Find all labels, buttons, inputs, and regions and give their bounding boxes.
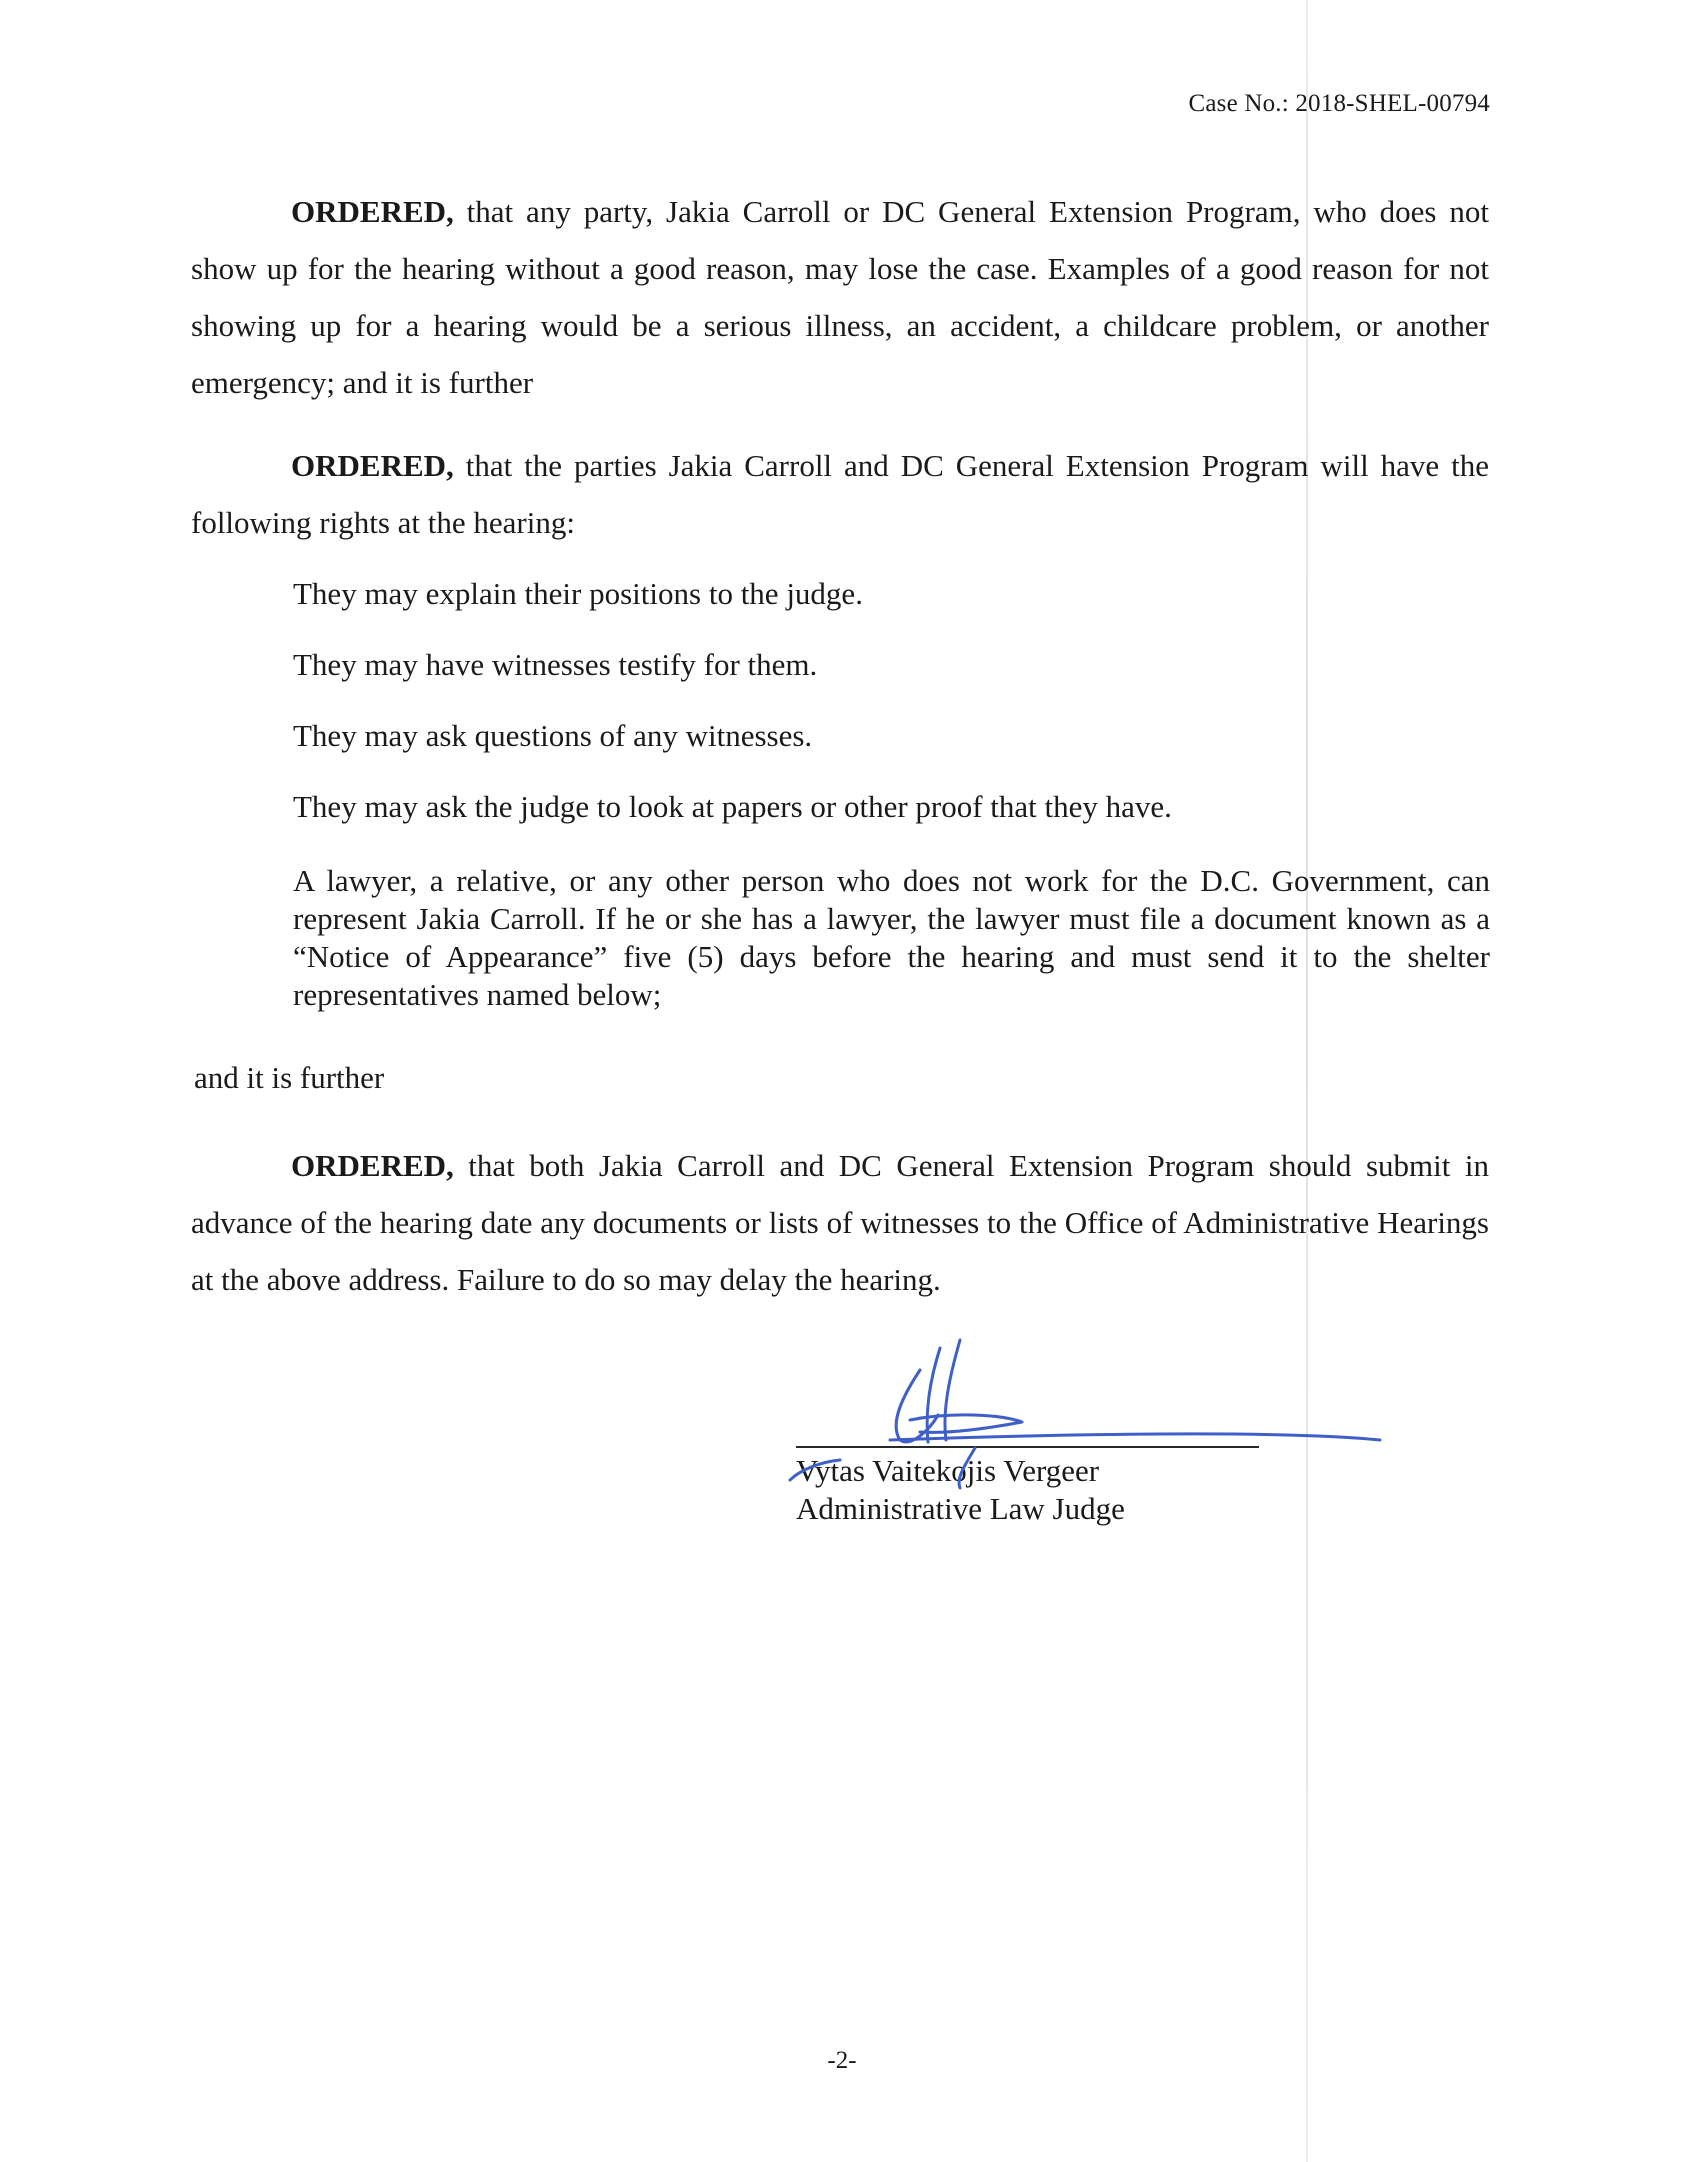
order-lead: ORDERED, xyxy=(291,1148,454,1183)
representation-paragraph: A lawyer, a relative, or any other person who does not work for the D.C. Government, can represent Jakia Carroll. If he or she has a lawyer, the lawyer must file a document known as a “Notice of Appearance” five (5) days before the hearing and must send it to the shelter representatives named below; xyxy=(293,863,1490,1012)
order-lead: ORDERED, xyxy=(291,194,454,229)
page-number: -2- xyxy=(827,2047,857,2074)
further-text: and it is further xyxy=(194,1060,385,1095)
order-paragraph-rights xyxy=(191,437,1489,551)
right-item: They may explain their positions to the judge. xyxy=(293,576,863,611)
handwritten-signature xyxy=(760,1330,1410,1500)
judge-name: Vytas Vaitekojis Vergeer xyxy=(796,1453,1100,1488)
order-text: that the parties Jakia Carroll and DC General Extension Program will have the following rights at the hearing: xyxy=(191,448,1489,540)
order-paragraph-attendance xyxy=(191,183,1489,411)
right-item: They may ask the judge to look at papers or other proof that they have. xyxy=(293,789,1172,824)
judge-title: Administrative Law Judge xyxy=(796,1491,1125,1526)
right-item: They may ask questions of any witnesses. xyxy=(293,718,813,753)
case-number: Case No.: 2018-SHEL-00794 xyxy=(1188,90,1490,117)
order-lead: ORDERED, xyxy=(291,448,454,483)
order-text: that both Jakia Carroll and DC General Extension Program should submit in advance of the hearing date any documents or lists of witnesses to the Office of Administrative Hearings at the above address. Failure to do so may delay the hearing. xyxy=(191,1148,1489,1297)
signature-block xyxy=(760,1330,1410,1550)
order-text: that any party, Jakia Carroll or DC General Extension Program, who does not show up for the hearing without a good reason, may lose the case. Examples of a good reason for not showing up for a hearing would be a serious illness, an accident, a childcare problem, or another emergency; and it is further xyxy=(191,194,1489,400)
order-paragraph-submission xyxy=(191,1137,1489,1308)
right-item: They may have witnesses testify for them. xyxy=(293,647,818,682)
